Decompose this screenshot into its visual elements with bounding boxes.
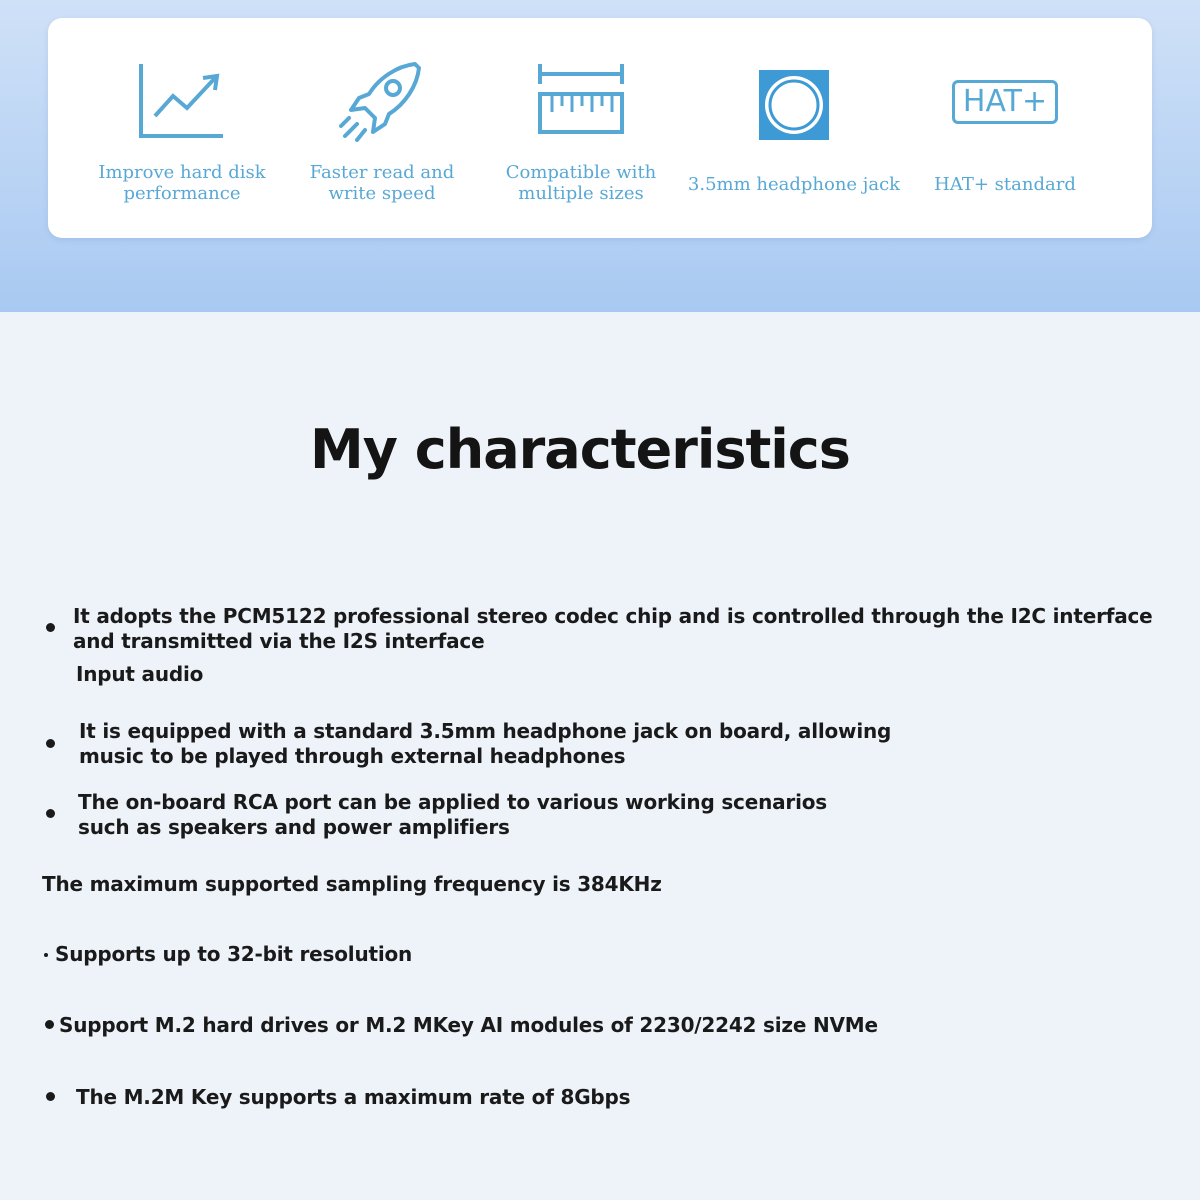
bullet-icon [46,623,55,632]
feature-label: Faster read and write speed [309,162,455,204]
hat-plus-icon: HAT+ [952,80,1058,124]
list-item: It is equipped with a standard 3.5mm headphone jack on board, allowing music to be played through external headphones [79,719,892,768]
list-item: The on-board RCA port can be applied to various working scenarios such as speakers and power amplifiers [78,790,827,839]
feature-item [684,18,904,238]
feature-label: HAT+ standard [934,174,1076,195]
feature-item [471,18,691,238]
feature-item [272,18,492,238]
feature-card [48,18,1152,238]
list-item: Supports up to 32-bit resolution [55,942,413,966]
ruler-icon [536,60,626,140]
bullet-icon [46,739,55,748]
list-item: The maximum supported sampling frequency is 384KHz [42,872,662,896]
feature-label: 3.5mm headphone jack [687,174,901,195]
page-title: My characteristics [310,418,850,481]
list-item-continuation: Input audio [76,662,204,686]
list-item: Support M.2 hard drives or M.2 MKey AI modules of 2230/2242 size NVMe [59,1013,878,1037]
bullet-icon [46,1092,55,1101]
bullet-icon [45,1020,54,1029]
bullet-icon [44,953,48,957]
feature-label: Compatible with multiple sizes [505,162,657,204]
headphone-jack-icon [759,70,829,140]
feature-item [72,18,292,238]
list-item: It adopts the PCM5122 professional stereo codec chip and is controlled through the I2C interface and transmitted via the I2S interface [73,604,1153,653]
line-chart-icon [137,60,227,140]
bullet-icon [46,809,55,818]
feature-label: Improve hard disk performance [98,162,266,204]
rocket-icon [337,60,427,144]
list-item: The M.2M Key supports a maximum rate of 8Gbps [76,1085,631,1109]
feature-item [895,18,1115,238]
